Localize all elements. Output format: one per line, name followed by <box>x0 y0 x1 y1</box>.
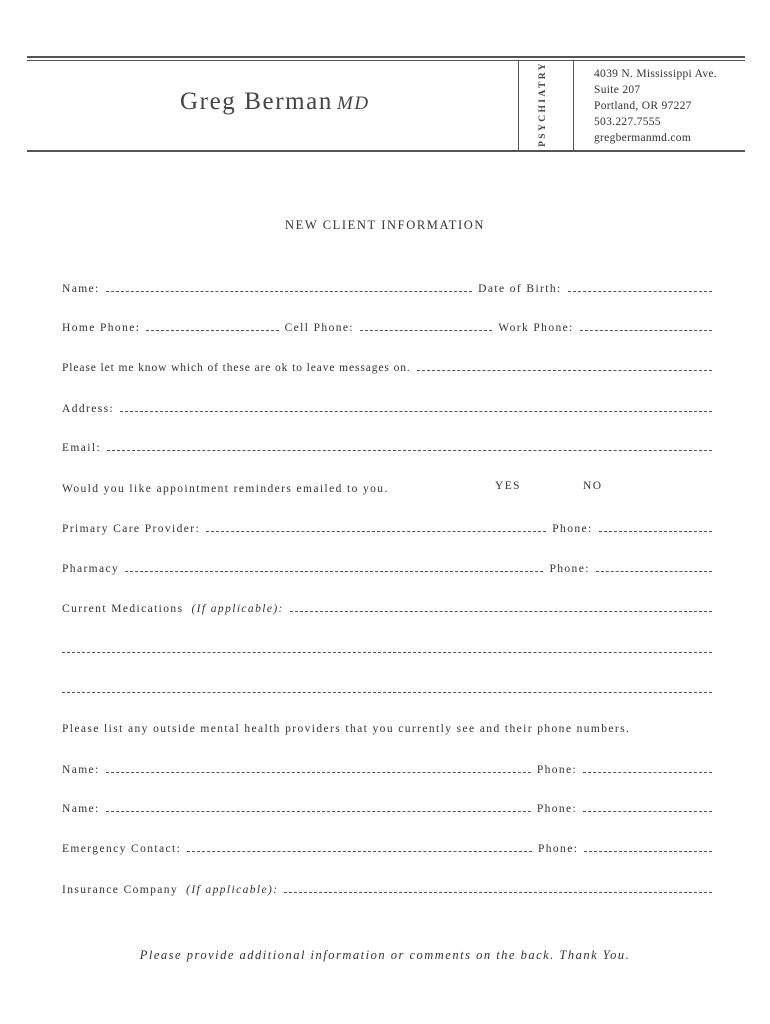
insurance-row <box>62 880 712 896</box>
provider-2-phone-label: Phone: <box>536 803 578 815</box>
medications-field-line-3[interactable] <box>62 692 712 693</box>
medications-field-line-2[interactable] <box>62 652 712 653</box>
pcp-field[interactable] <box>206 531 546 532</box>
specialty-label: PSYCHIATRY <box>538 61 548 147</box>
medications-label: Current Medications <box>62 603 184 615</box>
provider-1-name-field[interactable] <box>106 772 531 773</box>
insurance-label: Insurance Company <box>62 884 179 896</box>
pcp-label: Primary Care Provider: <box>62 523 201 535</box>
medications-row <box>62 599 712 615</box>
pcp-row <box>62 519 712 535</box>
address-row <box>62 399 712 415</box>
cell-phone-field[interactable] <box>360 330 492 331</box>
address-label: Address: <box>62 403 115 415</box>
email-field[interactable] <box>107 450 712 451</box>
reminders-row <box>62 479 712 495</box>
medications-field[interactable] <box>290 611 712 612</box>
messages-field[interactable] <box>417 370 712 371</box>
emergency-label: Emergency Contact: <box>62 843 182 855</box>
work-phone-field[interactable] <box>580 330 712 331</box>
email-row <box>62 438 712 454</box>
header-top-rule-thin <box>27 60 745 61</box>
name-field[interactable] <box>106 291 472 292</box>
emergency-phone-field[interactable] <box>584 851 712 852</box>
provider-1-phone-label: Phone: <box>536 764 578 776</box>
header-bottom-rule <box>27 150 745 152</box>
provider-1-phone-field[interactable] <box>583 772 712 773</box>
footer-note: Please provide additional information or comments on the back. Thank You. <box>139 948 631 962</box>
provider-2-phone-field[interactable] <box>583 811 712 812</box>
emergency-phone-label: Phone: <box>537 843 579 855</box>
home-phone-label: Home Phone: <box>62 322 141 334</box>
address-field[interactable] <box>120 411 712 412</box>
provider-row <box>62 760 712 776</box>
email-label: Email: <box>62 442 102 454</box>
reminders-no-option[interactable]: NO <box>583 480 603 492</box>
phones-row <box>62 318 712 334</box>
emergency-row <box>62 839 712 855</box>
medications-if-applicable: (If applicable): <box>191 603 284 615</box>
header-divider-right <box>573 60 574 150</box>
outside-providers-row <box>62 719 712 735</box>
form-title: NEW CLIENT INFORMATION <box>284 218 485 232</box>
emergency-field[interactable] <box>187 851 532 852</box>
pharmacy-field[interactable] <box>125 571 543 572</box>
cell-phone-label: Cell Phone: <box>284 322 354 334</box>
pharmacy-row <box>62 559 712 575</box>
provider-1-name-label: Name: <box>62 764 100 776</box>
practitioner-credential: MD <box>336 93 370 114</box>
pcp-phone-field[interactable] <box>599 531 712 532</box>
provider-row <box>62 799 712 815</box>
insurance-if-applicable: (If applicable): <box>186 884 279 896</box>
pcp-phone-label: Phone: <box>552 523 593 535</box>
messages-row <box>62 358 712 374</box>
pharmacy-phone-field[interactable] <box>596 571 712 572</box>
pharmacy-phone-label: Phone: <box>549 563 590 575</box>
medications-extra-row <box>62 640 712 656</box>
provider-2-name-label: Name: <box>62 803 100 815</box>
practice-address <box>594 66 717 146</box>
medications-extra-row <box>62 680 712 696</box>
reminders-label: Would you like appointment reminders emailed to you. <box>62 483 389 495</box>
address-line: Suite 207 <box>594 84 641 96</box>
practitioner-name-text: Greg Berman <box>180 88 333 115</box>
header-divider-left <box>518 60 519 150</box>
dob-label: Date of Birth: <box>478 283 562 295</box>
website: gregbermanmd.com <box>594 132 692 144</box>
provider-2-name-field[interactable] <box>106 811 531 812</box>
dob-field[interactable] <box>568 291 712 292</box>
pharmacy-label: Pharmacy <box>62 563 120 575</box>
address-line: Portland, OR 97227 <box>594 100 692 112</box>
work-phone-label: Work Phone: <box>498 322 574 334</box>
practitioner-name <box>180 88 370 116</box>
insurance-field[interactable] <box>284 892 712 893</box>
phone-number: 503.227.7555 <box>594 116 661 128</box>
address-line: 4039 N. Mississippi Ave. <box>594 68 717 80</box>
outside-providers-label: Please list any outside mental health providers that you currently see and their phone numbers. <box>62 723 631 735</box>
name-label: Name: <box>62 283 100 295</box>
home-phone-field[interactable] <box>146 330 278 331</box>
reminders-yes-option[interactable]: YES <box>495 480 521 492</box>
messages-label: Please let me know which of these are ok to leave messages on. <box>62 362 411 374</box>
header-top-rule <box>27 56 745 58</box>
name-dob-row <box>62 279 712 295</box>
